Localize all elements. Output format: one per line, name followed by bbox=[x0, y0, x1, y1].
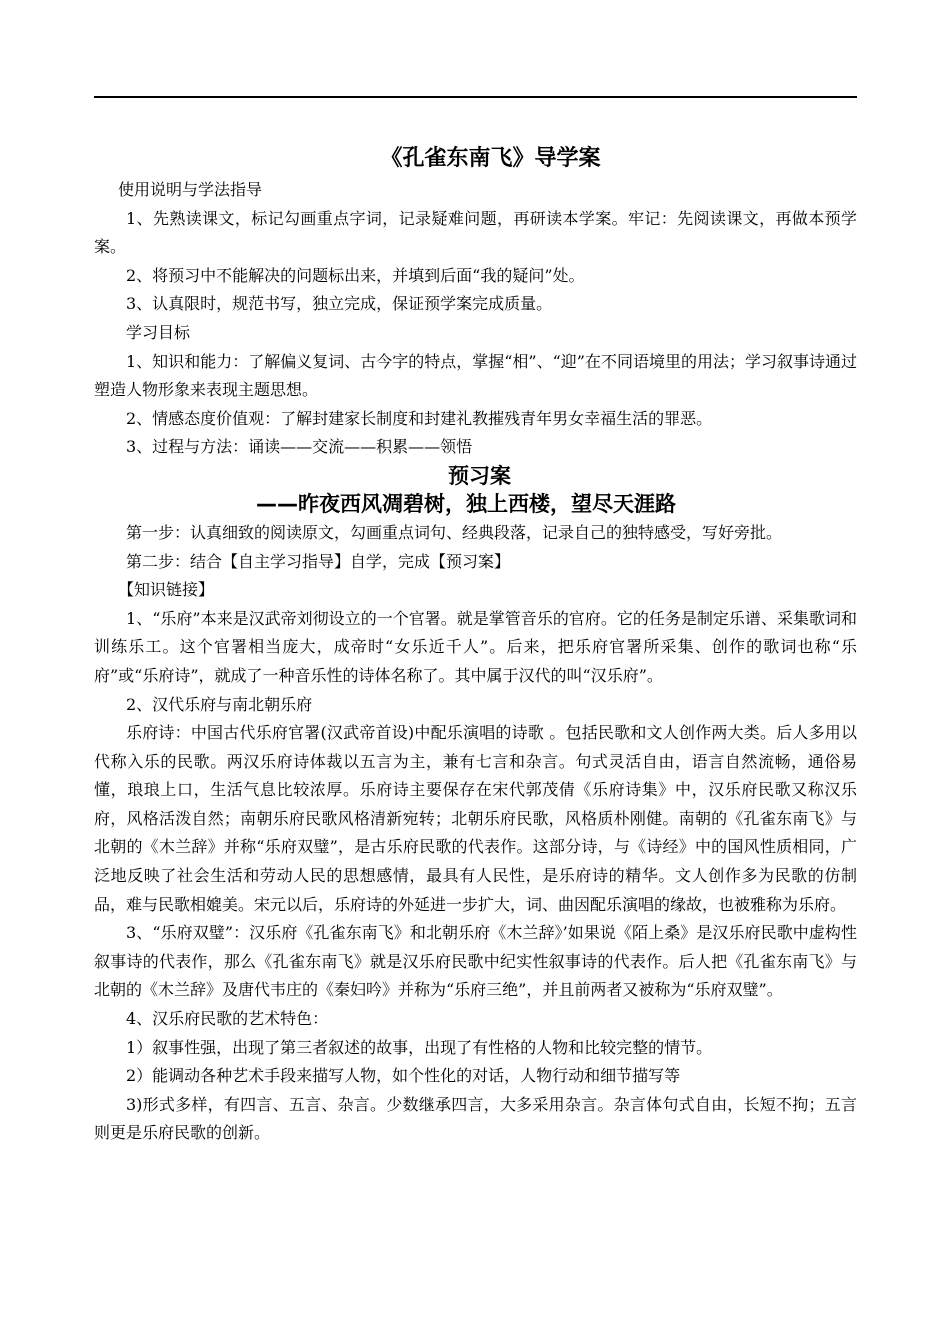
preview-subheading: ——昨夜西风凋碧树，独上西楼，望尽天涯路 bbox=[256, 491, 676, 516]
knowledge-paragraph: 1）叙事性强，出现了第三者叙述的故事，出现了有性格的人物和比较完整的情节。 bbox=[126, 1037, 713, 1057]
usage-item: 1、先熟读课文，标记勾画重点字词，记录疑难问题，再研读本学案。牢记：先阅读课文，再做本预学案。 bbox=[94, 208, 857, 257]
goal-item: 1、知识和能力：了解偏义复词、古今字的特点，掌握“相”、“迎”在不同语境里的用法；学习叙事诗通过塑造人物形象来表现主题思想。 bbox=[94, 351, 857, 400]
document-title: 《孔雀东南飞》导学案 bbox=[380, 146, 601, 171]
knowledge-paragraph: 2、汉代乐府与南北朝乐府 bbox=[126, 694, 313, 714]
knowledge-paragraph: 2）能调动各种艺术手段来描写人物，如个性化的对话，人物行动和细节描写等 bbox=[126, 1066, 681, 1086]
knowledge-paragraph: 3)形式多样，有四言、五言、杂言。少数继承四言，大多采用杂言。杂言体句式自由，长短不拘；五言则更是乐府民歌的创新。 bbox=[94, 1094, 857, 1143]
knowledge-paragraph: 乐府诗：中国古代乐府官署(汉武帝首设)中配乐演唱的诗歌 。包括民歌和文人创作两大类。后人多用以代称入乐的民歌。两汉乐府诗体裁以五言为主，兼有七言和杂言。句式灵活自由，语言自然流畅，通俗易懂，琅琅上口，生活气息比较浓厚。乐府诗主要保存在宋代郭茂倩《乐府诗集》中，汉乐府民歌又称汉乐府，风格活泼自然；南朝乐府民歌风格清新宛转；北朝乐府民歌，风格质朴刚健。南朝的《孔雀东南飞》与北朝的《木兰辞》并称“乐府双璧”，是古乐府民歌的代表作。这部分诗，与《诗经》中的国风性质相同，广泛地反映了社会生活和劳动人民的思想感情，最具有人民性，是乐府诗的精华。文人创作多为民歌的仿制品，难与民歌相媲美。宋元以后，乐府诗的外延进一步扩大，词、曲因配乐演唱的缘故，也被雅称为乐府。 bbox=[94, 723, 857, 914]
goals-heading: 学习目标 bbox=[126, 322, 191, 342]
usage-item: 2、将预习中不能解决的问题标出来，并填到后面“我的疑问”处。 bbox=[126, 265, 585, 285]
knowledge-paragraph: 4、汉乐府民歌的艺术特色： bbox=[126, 1009, 329, 1029]
knowledge-paragraph: 1、“乐府”本来是汉武帝刘彻设立的一个官署。就是掌管音乐的官府。它的任务是制定乐谱、采集歌词和训练乐工。这个官署相当庞大，成帝时“女乐近千人”。后来，把乐府官署所采集、创作的歌词也称“乐府”或“乐府诗”，就成了一种音乐性的诗体名称了。其中属于汉代的叫“汉乐府”。 bbox=[94, 608, 857, 685]
usage-heading: 使用说明与学法指导 bbox=[118, 180, 263, 199]
document-body bbox=[94, 142, 857, 1148]
step-item: 第一步：认真细致的阅读原文，勾画重点词句、经典段落，记录自己的独特感受，写好旁批。 bbox=[126, 522, 783, 542]
header-rule bbox=[94, 96, 857, 98]
usage-item: 3、认真限时，规范书写，独立完成，保证预学案完成质量。 bbox=[126, 294, 553, 314]
preview-heading: 预习案 bbox=[448, 463, 511, 488]
knowledge-paragraph: 3、“乐府双璧”：汉乐府《孔雀东南飞》和北朝乐府《木兰辞》’如果说《陌上桑》是汉乐府民歌中虚构性叙事诗的代表作，那么《孔雀东南飞》就是汉乐府民歌中纪实性叙事诗的代表作。后人把《孔雀东南飞》与北朝的《木兰辞》及唐代韦庄的《秦妇吟》并称为“乐府三绝”，并且前两者又被称为“乐府双璧”。 bbox=[94, 923, 857, 1000]
knowledge-heading: 【知识链接】 bbox=[118, 580, 215, 600]
goal-item: 3、过程与方法：诵读——交流——积累——领悟 bbox=[126, 437, 473, 457]
step-item: 第二步：结合【自主学习指导】自学，完成【预习案】 bbox=[126, 551, 511, 571]
goal-item: 2、情感态度价值观：了解封建家长制度和封建礼教摧残青年男女幸福生活的罪恶。 bbox=[126, 408, 713, 428]
